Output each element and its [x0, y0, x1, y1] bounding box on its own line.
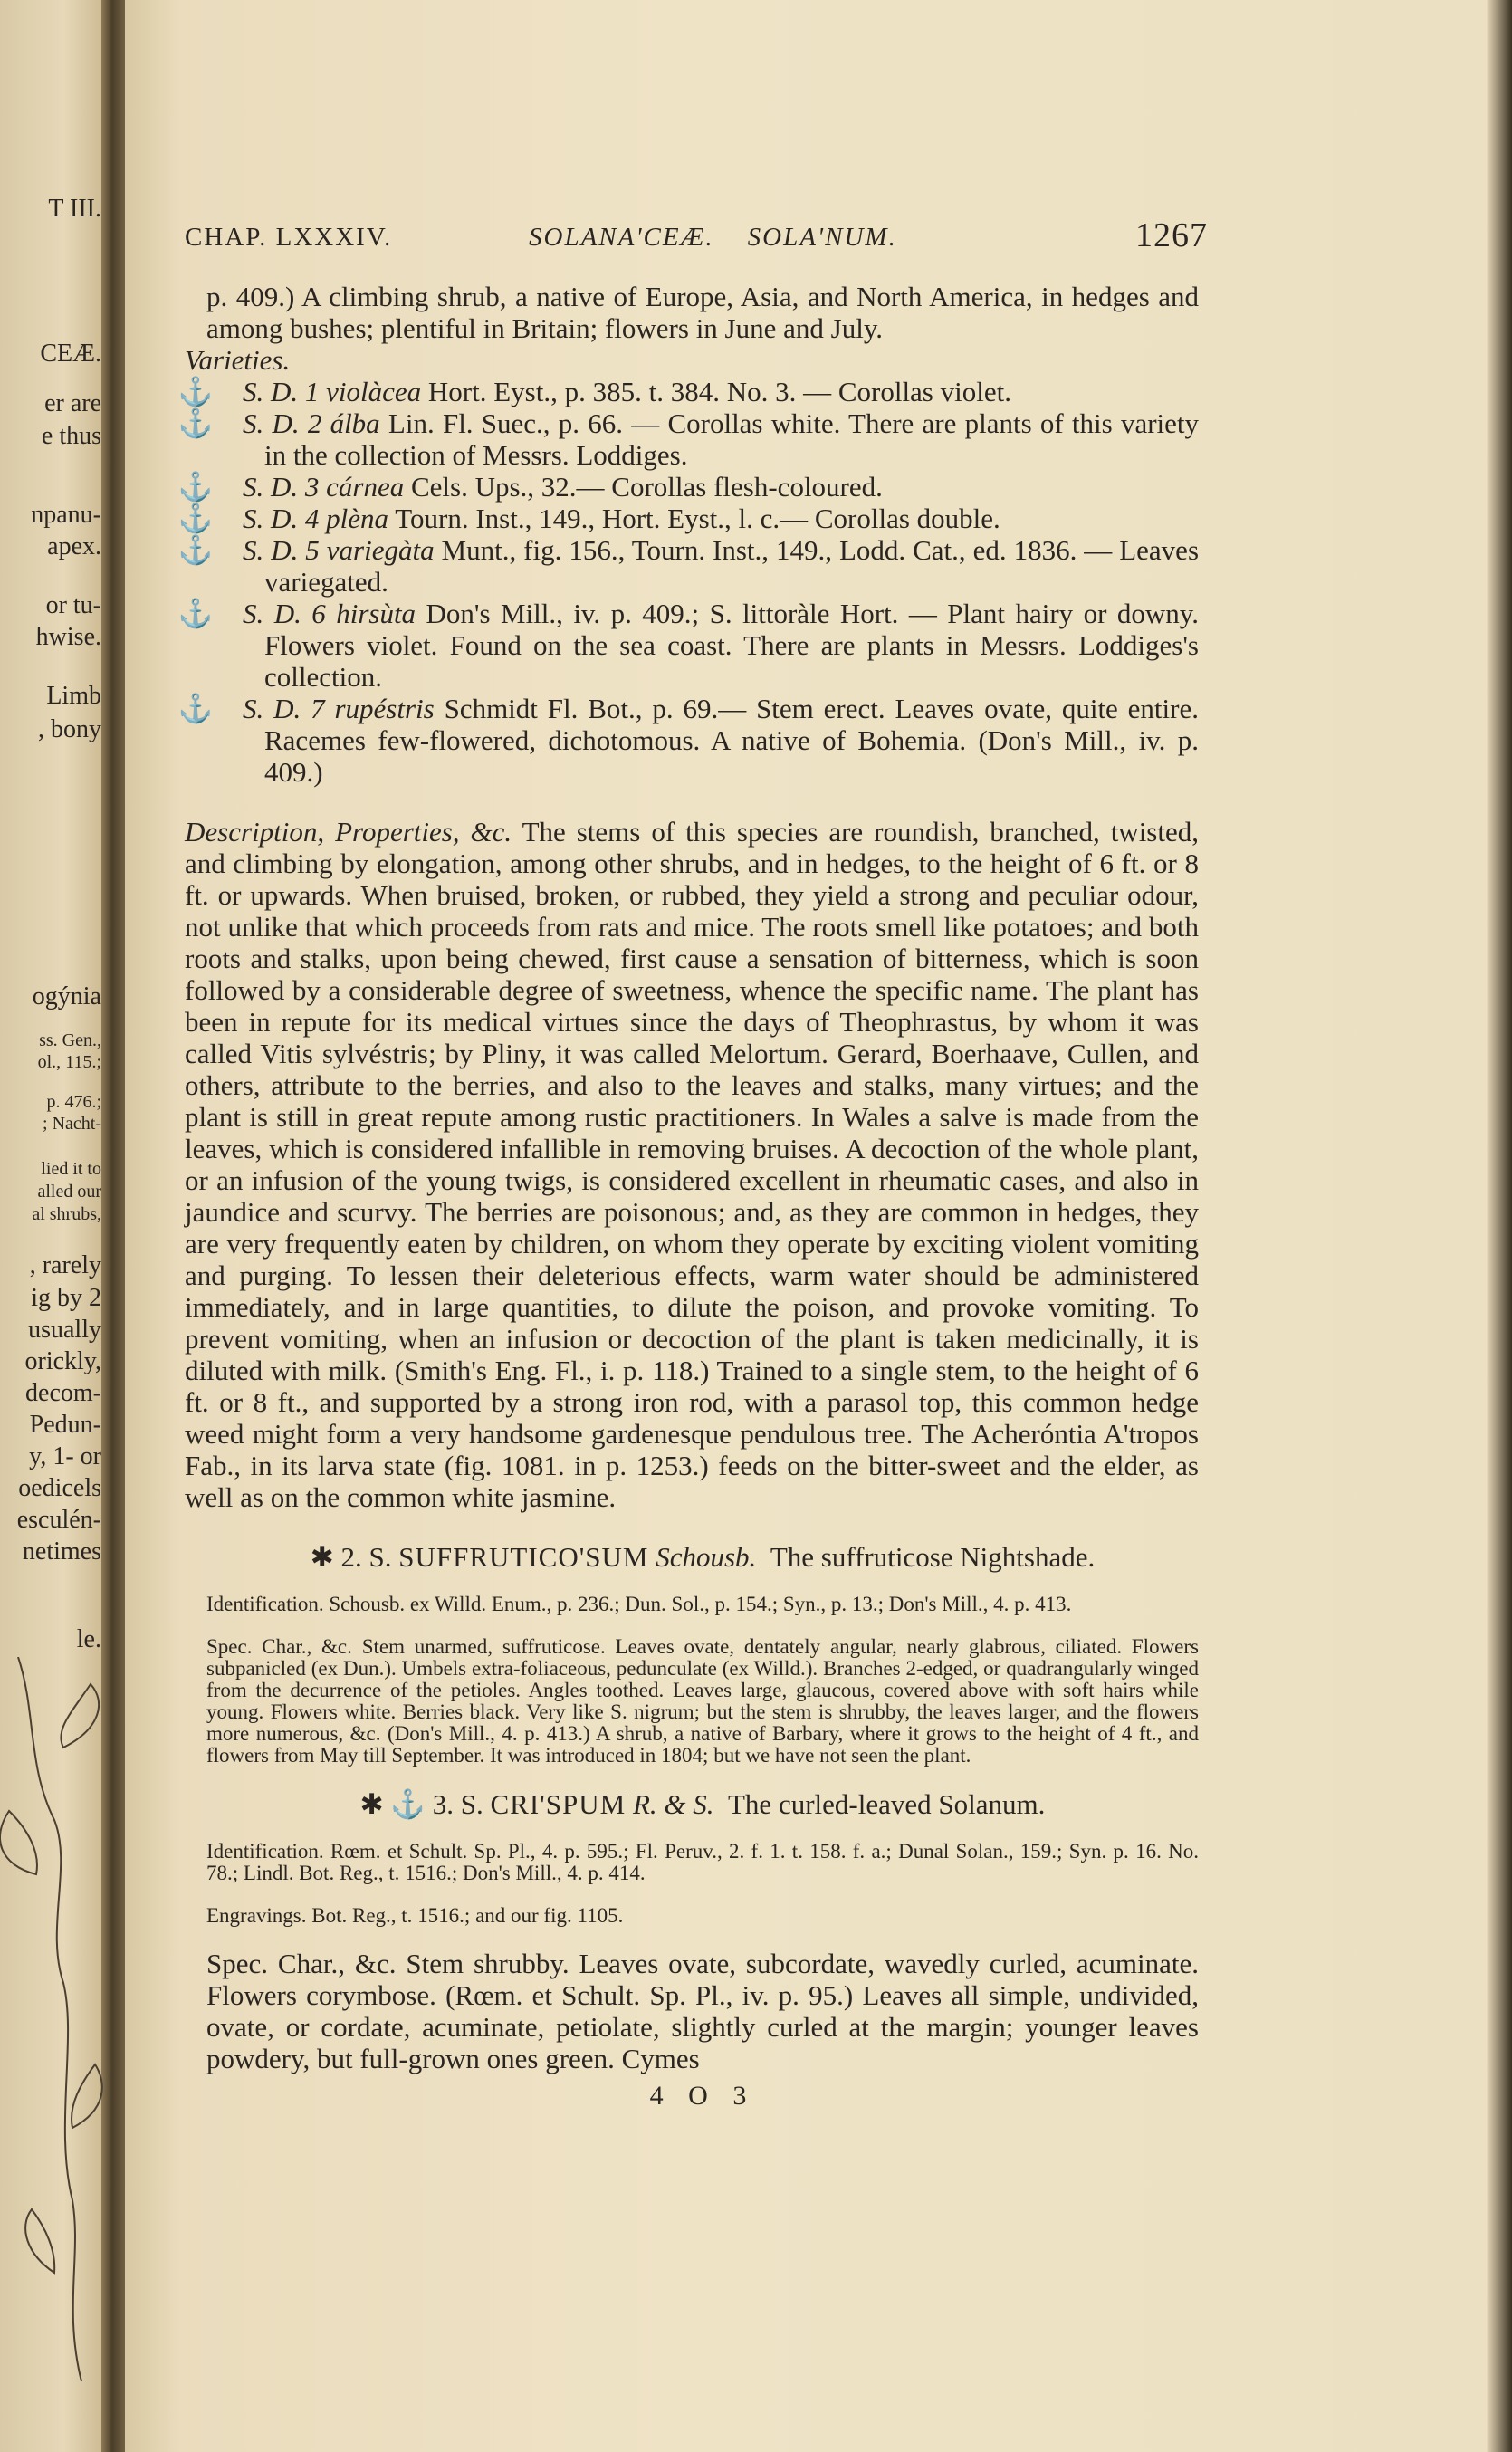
page-number: 1267 [1135, 216, 1208, 254]
species-2-heading: ✱ 2. S. SUFFRUTICO'SUM Schousb. The suffruticose Nightshade. [310, 1541, 1096, 1573]
variety-entry [177, 598, 1199, 693]
facing-page-line: usually [28, 1316, 101, 1344]
description-paragraph [185, 816, 1199, 1513]
variety-name: S. D. 4 plèna [243, 503, 389, 534]
facing-page-line: ogýnia [32, 982, 101, 1010]
page-edge-shadow [1487, 0, 1512, 2452]
facing-page-line: ig by 2 [31, 1284, 101, 1312]
header-title [529, 223, 897, 253]
facing-page-line: er are [44, 389, 101, 417]
variety-entry [177, 376, 1199, 407]
facing-page-line: le. [76, 1625, 101, 1653]
facing-page-line: ol., 115.; [37, 1052, 101, 1072]
variety-entry [177, 503, 1199, 534]
variety-name: S. D. 2 álba [243, 407, 380, 439]
species-3-engravings: Engravings. Bot. Reg., t. 1516.; and our fig. 1105. [206, 1904, 624, 1927]
species-3-heading: ✱ ⚓ 3. S. CRI'SPUM R. & S. The curled-leaved Solanum. [359, 1788, 1046, 1820]
chapter-label: CHAP. LXXXIV. [185, 223, 393, 252]
variety-entry [177, 534, 1200, 598]
facing-page-line: al shrubs, [32, 1204, 101, 1224]
variety-text: Munt., fig. 156., Tourn. Inst., 149., Lodd. Cat., ed. 1836. — Leaves variegated. [264, 534, 1200, 598]
variety-text: Cels. Ups., 32.— Corollas flesh-coloured. [410, 471, 883, 503]
shrub-symbol-icon: ⚓ [177, 376, 214, 407]
species-2-spec-char: Spec. Char., &c. Stem unarmed, suffruticose. Leaves ovate, dentately angular, nearly glabrous, ciliated. Flowers subpanicled (ex Dun.). Umbels extra-foliaceous, pedunculate (ex Willd.). Branches 2-edged, or quadrangularly winged from the decurrence of the petioles. Angles toothed. Leaves large, glaucous, covered above with soft hairs while young. Flowers white. Berries black. Very like S. nigrum; but the stem is shrubby, the leaves larger, and the flowers more numerous, &c. (Don's Mill., 4. p. 413.) A shrub, a native of Barbary, where it grows to the height of 4 ft., and flowers from May till September. It was introduced in 1804; but we have not seen the plant. [206, 1635, 1199, 1767]
facing-page-line: e thus [41, 422, 101, 450]
facing-page-line: npanu- [31, 501, 101, 529]
intro-paragraph: p. 409.) A climbing shrub, a native of Europe, Asia, and North America, in hedges and among bushes; plentiful in Britain; flowers in June and July. [206, 281, 1199, 344]
facing-page-line: p. 476.; [46, 1092, 101, 1112]
variety-text: Schmidt Fl. Bot., p. 69.— Stem erect. Leaves ovate, quite entire. Racemes few-flowered, dichotomous. A native of Bohemia. (Don's Mill., iv. p. 409.) [264, 693, 1199, 788]
variety-text: Lin. Fl. Suec., p. 66. — Corollas white. There are plants of this variety in the collection of Messrs. Loddiges. [264, 407, 1200, 471]
facing-page-line: Limb [46, 682, 101, 710]
facing-page-line: T III. [48, 195, 101, 223]
species-3-spec-char: Spec. Char., &c. Stem shrubby. Leaves ovate, subcordate, wavedly curled, acuminate. Flowers corymbose. (Rœm. et Schult. Sp. Pl., iv. p. 95.) Leaves all simple, undivided, ovate, or cordate, acuminate, petiolate, slightly curled at the margin; younger leaves powdery, but full-grown ones green. Cymes [206, 1948, 1199, 2074]
running-header [185, 216, 1208, 261]
variety-name: S. D. 1 violàcea [243, 376, 422, 407]
variety-text: Tourn. Inst., 149., Hort. Eyst., l. c.— Corollas double. [395, 503, 1000, 534]
signature-mark: 4 O 3 [649, 2081, 756, 2111]
main-text [177, 281, 1200, 2112]
facing-page-line: lied it to [41, 1159, 101, 1179]
variety-name: S. D. 7 rupéstris [243, 693, 435, 724]
shrub-symbol-icon: ⚓ [177, 693, 214, 724]
facing-page-line: apex. [47, 532, 101, 560]
facing-page-line: ss. Gen., [39, 1030, 101, 1050]
variety-name: S. D. 6 hirsùta [243, 598, 416, 629]
facing-page-line: esculén- [16, 1506, 101, 1534]
facing-page-line: CEÆ. [40, 340, 101, 368]
shrub-symbol-icon: ⚓ [177, 407, 214, 439]
genus-name: SOLA'NUM. [747, 223, 897, 252]
facing-page-line: ; Nacht- [43, 1114, 101, 1134]
varieties-list [177, 376, 1200, 788]
facing-page-line: alled our [37, 1182, 101, 1202]
description-label: Description, Properties, &c. [185, 816, 512, 848]
facing-page-line: y, 1- or [29, 1442, 101, 1470]
shrub-symbol-icon: ⚓ [177, 534, 214, 566]
variety-name: S. D. 5 variegàta [243, 534, 435, 566]
shrub-symbol-icon: ⚓ [177, 503, 214, 534]
facing-page-line: decom- [25, 1379, 101, 1407]
facing-page-line: or tu- [45, 591, 101, 619]
facing-page-line: orickly, [24, 1347, 101, 1375]
varieties-heading: Varieties. [185, 344, 291, 376]
variety-entry [177, 471, 1199, 503]
species-3-identification: Identification. Rœm. et Schult. Sp. Pl., 4. p. 595.; Fl. Peruv., 2. f. 1. t. 158. f. a.; Dunal Solan., 159.; Syn. p. 16. No. 78.; Lindl. Bot. Reg., t. 1516.; Don's Mill., 4. p. 414. [206, 1840, 1199, 1884]
variety-text: Don's Mill., iv. p. 409.; S. littoràle Hort. — Plant hairy or downy. Flowers violet. Found on the sea coast. There are plants in Messrs. Loddiges's collection. [264, 598, 1199, 693]
facing-page-line: oedicels [18, 1474, 101, 1502]
facing-page-line: , rarely [29, 1251, 101, 1279]
facing-page-line: netimes [22, 1537, 101, 1566]
variety-entry [177, 693, 1199, 788]
family-name: SOLANA'CEÆ. [529, 223, 714, 252]
facing-page-line: hwise. [35, 623, 101, 651]
description-text: The stems of this species are roundish, branched, twisted, and climbing by elongation, among other shrubs, and in hedges, to the height of 6 ft. or 8 ft. or upwards. When bruised, broken, or rubbed, they yield a strong and peculiar odour, not unlike that which proceeds from rats and mice. The roots smell like potatoes; and both roots and stalks, upon being chewed, first cause a sensation of bitterness, which is soon followed by a considerable degree of sweetness, whence the specific name. The plant has been in repute for its medical virtues since the days of Theophrastus, by whom it was called Vitis sylvéstris; by Pliny, it was called Melortum. Gerard, Boerhaave, Cullen, and others, attribute to the berries, and also to the leaves and stalks, many virtues; and the plant is still in great repute among rustic practitioners. In Wales a salve is made from the leaves, which is considered infallible in removing bruises. A decoction of the whole plant, or an infusion of the young twigs, is considered excellent in rheumatic cases, and also in jaundice and scurvy. The berries are poisonous; and, as they are common in hedges, they are very frequently eaten by children, on whom they operate by exciting violent vomiting and purging. To lessen their deleterious effects, warm water should be administered immediately, and in large quantities, to dilute the poison, and provoke vomiting. To prevent vomiting, when an infusion or decoction of the plant is taken medicinally, it is diluted with milk. (Smith's Eng. Fl., i. p. 118.) Trained to a single stem, to the height of 6 ft. or 8 ft., and supported by a strong iron rod, with a parasol top, this common hedge weed might form a very handsome gardenesque pendulous tree. The Acheróntia A'tropos Fab., in its larva state (fig. 1081. in p. 1253.) feeds on the bitter-sweet and the elder, as well as on the common white jasmine. [185, 816, 1199, 1513]
shrub-symbol-icon: ⚓ [177, 471, 214, 503]
variety-text: Hort. Eyst., p. 385. t. 384. No. 3. — Corollas violet. [427, 376, 1011, 407]
shrub-symbol-icon: ⚓ [177, 598, 214, 629]
plant-illustration-fragment [0, 1657, 107, 2381]
species-2-identification: Identification. Schousb. ex Willd. Enum., p. 236.; Dun. Sol., p. 154.; Syn., p. 13.; Don's Mill., 4. p. 413. [206, 1593, 1072, 1615]
facing-page-line: Pedun- [29, 1411, 101, 1439]
facing-page-line: , bony [38, 715, 101, 743]
variety-entry [177, 407, 1200, 471]
variety-name: S. D. 3 cárnea [243, 471, 405, 503]
